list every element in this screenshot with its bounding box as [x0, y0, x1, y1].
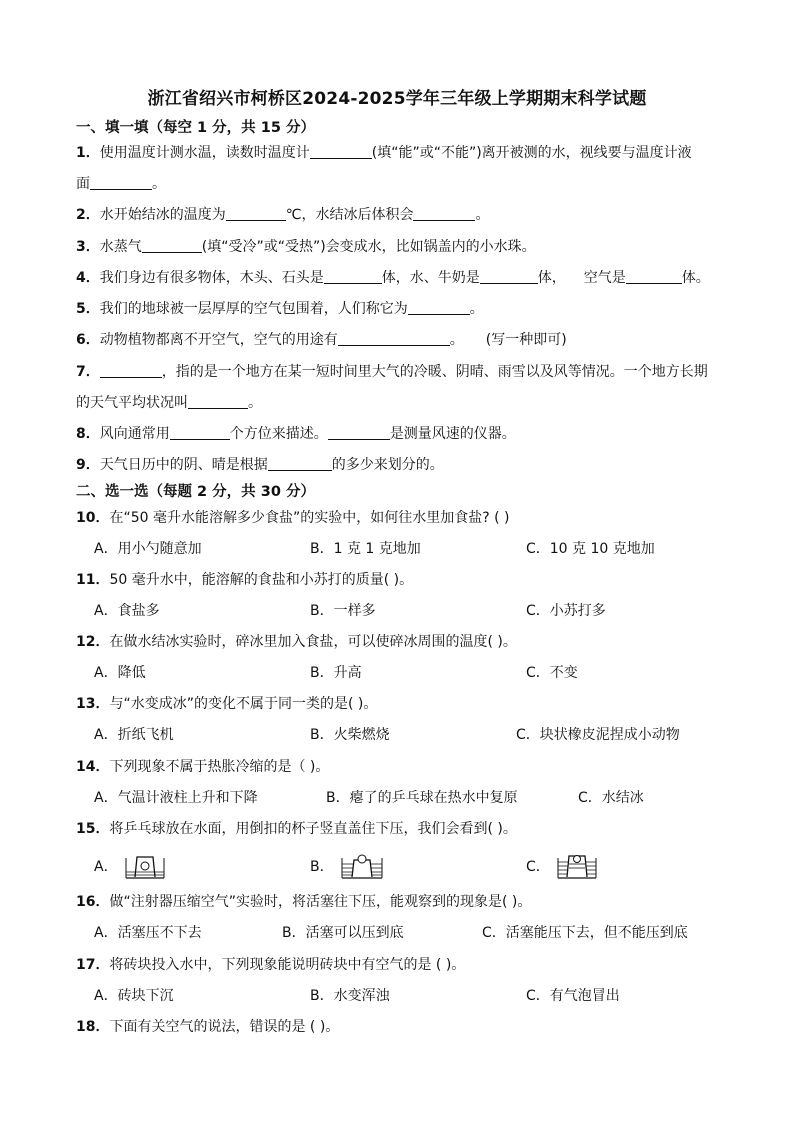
q16-option-a[interactable]: A．活塞压不下去 — [94, 925, 202, 941]
q16-option-b[interactable]: B．活塞可以压到底 — [282, 925, 404, 941]
answer-blank[interactable] — [90, 175, 152, 190]
answer-blank[interactable] — [408, 300, 470, 315]
question-14: 14．下列现象不属于热胀冷缩的是（ )。 — [76, 759, 330, 775]
answer-blank[interactable] — [328, 425, 390, 440]
answer-blank[interactable] — [413, 206, 475, 221]
q14-option-c[interactable]: C．水结冰 — [578, 790, 644, 806]
q11-option-a[interactable]: A．食盐多 — [94, 603, 160, 619]
q17-option-b[interactable]: B．水变浑浊 — [310, 988, 390, 1004]
question-7-cont: 的天气平均状况叫 。 — [76, 395, 262, 411]
exam-title: 浙江省绍兴市柯桥区2024-2025学年三年级上学期期末科学试题 — [147, 89, 647, 109]
q13-option-c[interactable]: C．块状橡皮泥捏成小动物 — [516, 727, 680, 743]
q10-option-c[interactable]: C．10 克 10 克地加 — [526, 541, 655, 557]
answer-blank[interactable] — [188, 394, 248, 409]
answer-blank[interactable] — [142, 238, 202, 253]
q14-option-a[interactable]: A．气温计液柱上升和下降 — [94, 790, 258, 806]
question-10: 10．在“50 毫升水能溶解多少食盐”的实验中，如何往水里加食盐? ( ) — [76, 510, 510, 526]
answer-blank[interactable] — [324, 269, 382, 284]
question-8: 8．风向通常用 个方位来描述。 是测量风速的仪器。 — [76, 426, 516, 442]
q12-option-b[interactable]: B．升高 — [310, 665, 362, 681]
answer-blank[interactable] — [480, 269, 538, 284]
answer-blank[interactable] — [100, 363, 162, 378]
q10-option-b[interactable]: B．1 克 1 克地加 — [310, 541, 421, 557]
q15-option-b[interactable]: B． — [310, 854, 384, 880]
q11-option-b[interactable]: B．一样多 — [310, 603, 376, 619]
answer-blank[interactable] — [226, 206, 286, 221]
question-13: 13．与“水变成冰”的变化不属于同一类的是( )。 — [76, 696, 378, 712]
question-17: 17．将砖块投入水中，下列现象能说明砖块中有空气的是 ( )。 — [76, 957, 466, 973]
q10-option-a[interactable]: A．用小勺随意加 — [94, 541, 202, 557]
question-1: 1．使用温度计测水温，读数时温度计 (填“能”或“不能”)离开被测的水，视线要与温度计液 — [76, 145, 692, 161]
question-3: 3．水蒸气 (填“受冷”或“受热”)会变成水，比如锅盖内的小水珠。 — [76, 239, 536, 255]
question-7: 7． ，指的是一个地方在某一短时间里大气的冷暖、阴晴、雨雪以及风等情况。一个地方长期 — [76, 364, 708, 380]
cup-ball-figure-a — [122, 854, 166, 880]
q17-option-a[interactable]: A．砖块下沉 — [94, 988, 174, 1004]
q12-option-a[interactable]: A．降低 — [94, 665, 146, 681]
question-2: 2．水开始结冰的温度为 ℃，水结冰后体积会 。 — [76, 207, 490, 223]
q16-option-c[interactable]: C．活塞能压下去，但不能压到底 — [482, 925, 688, 941]
answer-blank[interactable] — [310, 144, 372, 159]
answer-blank[interactable] — [338, 331, 450, 346]
answer-blank[interactable] — [268, 456, 332, 471]
q15-option-c[interactable]: C． — [526, 854, 598, 880]
question-1-cont: 面 。 — [76, 176, 166, 192]
question-4: 4．我们身边有很多物体，木头、石头是 体，水、牛奶是 体， 空气是 体。 — [76, 270, 710, 286]
q12-option-c[interactable]: C．不变 — [526, 665, 578, 681]
question-15: 15．将乒乓球放在水面，用倒扣的杯子竖直盖住下压，我们会看到( )。 — [76, 821, 517, 837]
question-16: 16．做“注射器压缩空气”实验时，将活塞往下压，能观察到的现象是( )。 — [76, 894, 532, 910]
section-fill-in-heading: 一、填一填（每空 1 分，共 15 分） — [76, 120, 315, 136]
answer-blank[interactable] — [170, 425, 230, 440]
question-12: 12．在做水结冰实验时，碎冰里加入食盐，可以使碎冰周围的温度( )。 — [76, 634, 517, 650]
q13-option-a[interactable]: A．折纸飞机 — [94, 727, 174, 743]
question-5: 5．我们的地球被一层厚厚的空气包围着，人们称它为 。 — [76, 301, 484, 317]
q15-option-a[interactable]: A． — [94, 854, 166, 880]
question-11: 11．50 毫升水中，能溶解的食盐和小苏打的质量( )。 — [76, 572, 414, 588]
question-9: 9．天气日历中的阴、晴是根据 的多少来划分的。 — [76, 457, 444, 473]
cup-ball-figure-c — [554, 854, 598, 880]
q11-option-c[interactable]: C．小苏打多 — [526, 603, 606, 619]
answer-blank[interactable] — [626, 269, 682, 284]
q13-option-b[interactable]: B．火柴燃烧 — [310, 727, 390, 743]
question-18: 18．下面有关空气的说法，错误的是 ( )。 — [76, 1019, 340, 1035]
q17-option-c[interactable]: C．有气泡冒出 — [526, 988, 620, 1004]
cup-ball-figure-b — [338, 854, 384, 880]
question-6: 6．动物植物都离不开空气，空气的用途有 。 (写一种即可) — [76, 332, 567, 348]
section-choice-heading: 二、选一选（每题 2 分，共 30 分） — [76, 484, 315, 500]
q14-option-b[interactable]: B．瘪了的乒乓球在热水中复原 — [326, 790, 518, 806]
